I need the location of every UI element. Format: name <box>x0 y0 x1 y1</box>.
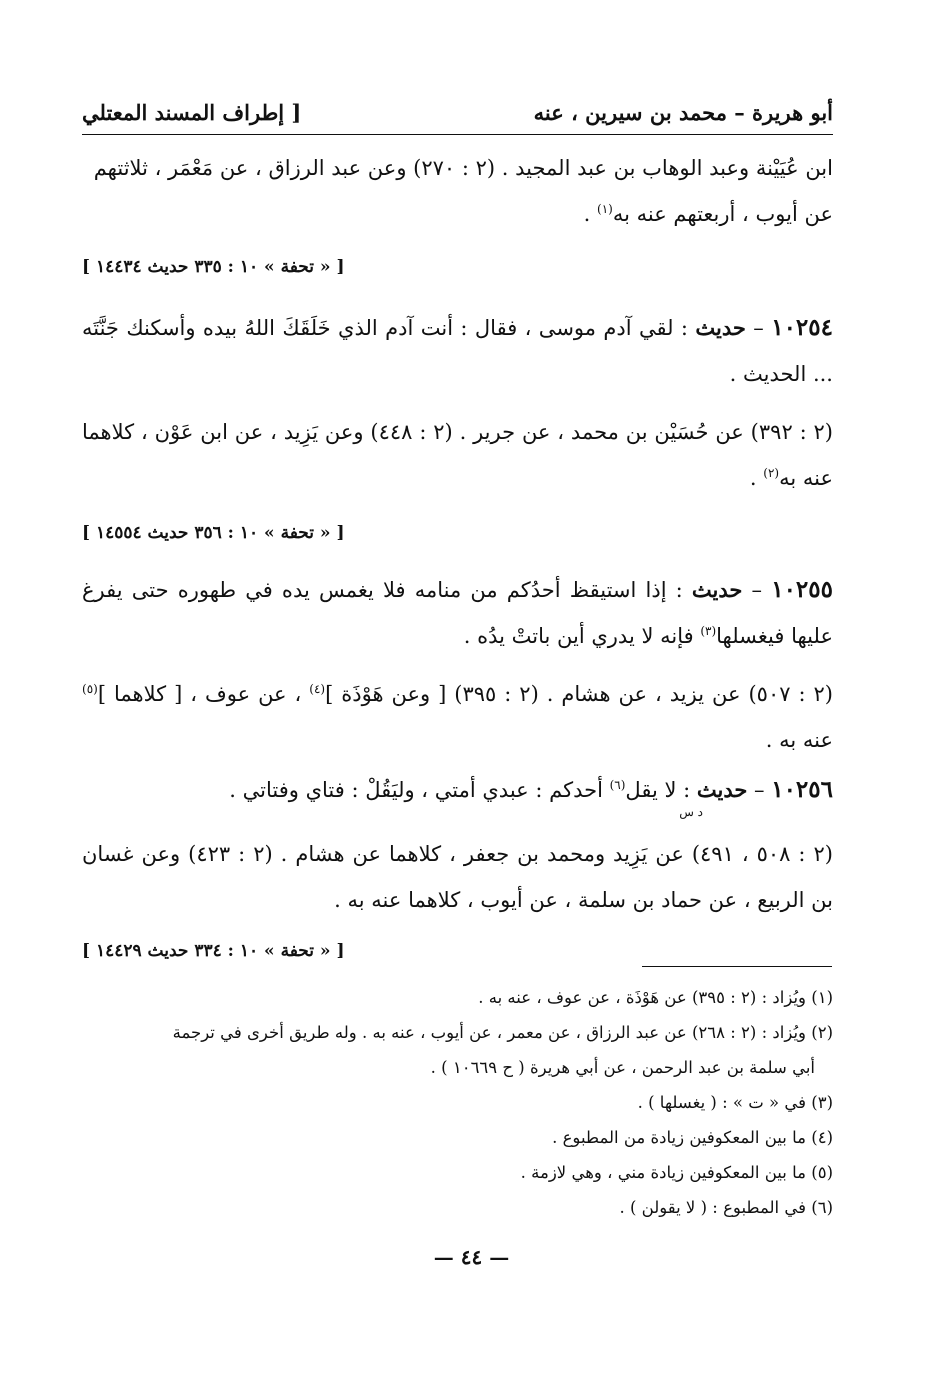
text-line <box>82 671 833 763</box>
footnote-2: (٢) ويُزاد : (٢ : ٢٦٨) عن عبد الرزاق ، عن معمر ، عن أيوب ، عنه به . وله طريق أخرى في ترجمة <box>172 1023 833 1042</box>
separator: – <box>745 316 772 340</box>
text-line <box>82 145 833 191</box>
text-span: أحدكم : عبدي أمتي ، وليَقُلْ : فتاي وفتاتي . <box>229 778 610 802</box>
footnote-5: (٥) ما بين المعكوفين زيادة مني ، وهي لازمة . <box>520 1163 833 1182</box>
isnad-block-2 <box>82 409 833 501</box>
text-span: . <box>583 202 598 226</box>
text-line <box>82 831 833 923</box>
footnote-marker: (٥) <box>82 682 98 696</box>
text-line <box>82 191 833 237</box>
hadith-10256 <box>82 767 833 819</box>
isnad-block-3 <box>82 671 833 763</box>
isnad-block-1 <box>82 145 833 237</box>
text-span: (٢ : ٣٩٢) عن حُسَيْن بن محمد ، عن جرير . (٢ : ٤٤٨) وعن يَزِيد ، عن ابن عَوْن ، كلاهما عنه به <box>82 420 833 490</box>
tuhfa-reference: [ « تحفة » ١٠ : ٣٣٤ حديث ١٤٤٢٩ ] <box>82 941 345 961</box>
hadith-10255 <box>82 567 833 659</box>
footnote-marker: (٤) <box>309 682 326 696</box>
hadith-text <box>82 767 833 813</box>
hadith-number: ١٠٢٥٥ <box>771 576 833 603</box>
header-chapter-title: أبو هريرة – محمد بن سيرين ، عنه <box>533 100 833 125</box>
text-span: عن أيوب ، أربعتهم عنه به <box>612 202 833 226</box>
text-span: عنه به . <box>765 728 833 752</box>
hadith-number: ١٠٢٥٦ <box>771 776 833 803</box>
text-span: ابن عُيَيْنة وعبد الوهاب بن عبد المجيد . (٢ : ٢٧٠) وعن عبد الرزاق ، عن مَعْمَر ، ثلاثتهم <box>93 156 833 180</box>
footnote-marker: (٦) <box>609 778 626 792</box>
footnote-1: (١) ويُزاد : (٢ : ٣٩٥) عن هَوْذَة ، عن عوف ، عنه به . <box>478 988 833 1007</box>
footnote-4: (٤) ما بين المعكوفين زيادة من المطبوع . <box>552 1128 833 1147</box>
footnote-2-continuation: أبي سلمة بن عبد الرحمن ، عن أبي هريرة ( ح ١٠٦٦٩ ) . <box>430 1058 815 1077</box>
hadith-text <box>82 305 833 397</box>
separator: – <box>747 778 772 802</box>
text-span: : لقي آدم موسى ، فقال : أنت آدم الذي خَلَقَكَ اللهُ بيده وأسكنك جَنَّتَه ... الحديث . <box>82 316 833 386</box>
text-span: (٢ : ٥٠٧) عن يزيد ، عن هشام . (٢ : ٣٩٥) [ وعن هَوْذَة ] <box>325 682 833 706</box>
tuhfa-reference: [ « تحفة » ١٠ : ٣٥٦ حديث ١٤٥٥٤ ] <box>82 523 345 543</box>
footnotes <box>82 980 833 1225</box>
running-header <box>82 98 833 135</box>
isnad-block-4 <box>82 831 833 923</box>
footnote-separator <box>642 966 832 967</box>
hadith-number: ١٠٢٥٤ <box>771 314 833 341</box>
hadith-keyword: حديث <box>695 315 746 340</box>
footnote-6: (٦) في المطبوع : ( لا يقولن ) . <box>619 1198 833 1217</box>
text-span: . <box>749 466 764 490</box>
hadith-keyword: حديث <box>691 577 743 602</box>
hadith-keyword: حديث <box>696 777 748 802</box>
footnote-marker: (٣) <box>700 624 717 638</box>
tuhfa-reference: [ « تحفة » ١٠ : ٣٣٥ حديث ١٤٤٣٤ ] <box>82 257 345 277</box>
footnote-marker: (١) <box>597 202 613 216</box>
text-span: (٢ : ٥٠٨ ، ٤٩١) عن يَزِيد ومحمد بن جعفر ، كلاهما عن هشام . (٢ : ٤٢٣) وعن غسان بن الربيع ، عن حماد بن سلمة ، عن أيوب ، كلاهما عنه به . <box>82 842 833 912</box>
hadith-text <box>82 567 833 659</box>
text-span: : لا يقل <box>625 778 697 802</box>
sigla-mark: د س <box>679 805 703 819</box>
separator: – <box>742 578 772 602</box>
footnote-3: (٣) في « ت » : ( يغسلها ) . <box>637 1093 833 1112</box>
text-span: ، عن عوف ، [ كلاهما ] <box>97 682 310 706</box>
footnote-marker: (٢) <box>763 466 780 480</box>
text-span: : إذا استيقظ أحدُكم من منامه فلا يغمس يده في طهوره حتى يفرغ عليها فيغسلها <box>82 578 833 648</box>
header-book-title: [ إطراف المسند المعتلي <box>82 100 302 125</box>
text-line <box>82 409 833 501</box>
page-number: — ٤٤ — <box>433 1245 510 1269</box>
hadith-10254 <box>82 305 833 397</box>
text-span: فإنه لا يدري أين باتتْ يدُه . <box>463 624 701 648</box>
